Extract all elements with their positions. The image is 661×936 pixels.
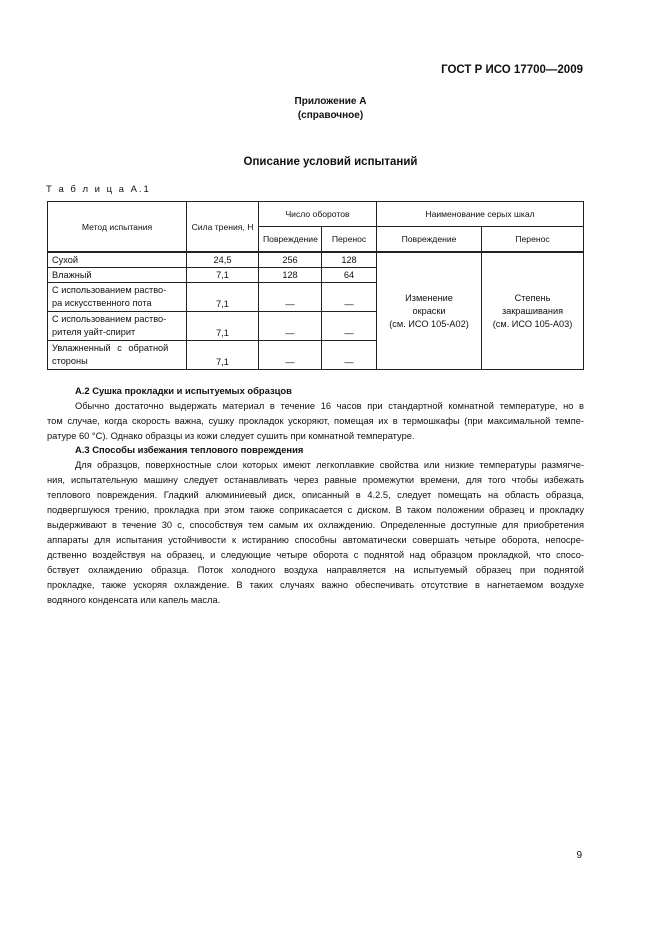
text-line: дственно воздействуя на образец, и следующие четыре оборота с поднятой над образцом прокладкой, что спосо- — [47, 550, 584, 560]
scale-transfer-line: (см. ИСО 105-А03) — [492, 318, 573, 329]
document-number: ГОСТ Р ИСО 17700—2009 — [441, 64, 583, 76]
text-line: прокладке, также ускоряя охлаждение. В таких случаях важно обеспечивать отсутствие в нагнетаемом воздухе — [47, 580, 584, 590]
row-method-line: стороны — [52, 356, 88, 366]
row-cycles-transfer: — — [322, 312, 377, 341]
section-a2-text — [47, 399, 584, 444]
scale-damage-line: Изменение — [405, 292, 453, 303]
annex-note: (справочное) — [297, 110, 364, 121]
text-line: Обычно достаточно выдержать материал в течение 16 часов при стандартной комнатной температуре, но в — [75, 401, 584, 411]
header-cycles-transfer: Перенос — [322, 227, 377, 253]
row-method — [48, 341, 187, 370]
text-line: том случае, когда скорость важна, сушку прокладок ускоряют, помещая их в термошкафы (при максимальной темпе- — [47, 416, 584, 426]
text-line: выдерживают в течение 30 с, способствуя тем самым их охлаждению. Определенные доступные для приобретения — [47, 520, 584, 530]
header-grey-scales: Наименование серых шкал — [377, 202, 584, 227]
row-method-line: С использованием раство- — [52, 285, 167, 295]
scale-transfer-line: закрашивания — [501, 305, 564, 316]
row-method — [48, 283, 187, 312]
annex-title: Приложение А — [294, 96, 367, 107]
row-cycles-transfer: 64 — [322, 268, 377, 283]
header-scale-transfer: Перенос — [482, 227, 584, 253]
row-cycles-transfer: — — [322, 283, 377, 312]
row-method: Влажный — [48, 268, 187, 283]
row-method: Сухой — [48, 252, 187, 268]
section-title: Описание условий испытаний — [243, 156, 418, 168]
row-friction: 7,1 — [187, 341, 259, 370]
scale-transfer-cell — [482, 252, 584, 370]
text-line: бствует охлаждению образца. Поток холодного воздуха направляется на испытуемый образец при поднятой — [47, 565, 584, 575]
row-cycles-transfer: — — [322, 341, 377, 370]
row-friction: 7,1 — [187, 268, 259, 283]
scale-damage-line: окраски — [412, 305, 446, 316]
header-scale-damage: Повреждение — [377, 227, 482, 253]
row-method-line: Увлажненный с обратной — [52, 343, 169, 353]
row-method-line: ра искусственного пота — [52, 298, 152, 308]
section-a3-text — [47, 458, 584, 608]
row-method-line: рителя уайт-спирит — [52, 327, 136, 337]
annex-heading — [0, 95, 661, 123]
table-row — [48, 252, 584, 268]
header-cycles-damage: Повреждение — [259, 227, 322, 253]
scale-transfer-line: Степень — [514, 292, 551, 303]
row-cycles-damage: 256 — [259, 252, 322, 268]
page-number: 9 — [576, 850, 582, 861]
section-a3-heading: А.3 Способы избежания теплового повреждения — [75, 444, 304, 455]
row-method-line: С использованием раство- — [52, 314, 167, 324]
test-conditions-table — [47, 201, 584, 370]
row-friction: 7,1 — [187, 283, 259, 312]
scale-damage-line: (см. ИСО 105-А02) — [389, 318, 469, 329]
text-line: теплового повреждения. Гладкий алюминиевый диск, описанный в 4.2.5, следует помещать на область образца, — [47, 490, 584, 500]
header-method: Метод испытания — [48, 202, 187, 253]
text-line: водяного конденсата или капель масла. — [47, 595, 221, 605]
row-cycles-damage: 128 — [259, 268, 322, 283]
row-cycles-damage: — — [259, 283, 322, 312]
text-line: ния, испытательную машину следует останавливать через равные промежутки времени, для того чтобы избежать — [47, 475, 584, 485]
text-line: подвергшуюся трению, прокладка при этом также соприкасается с диском. В таком положении образец и прокладку — [47, 505, 584, 515]
row-cycles-damage: — — [259, 312, 322, 341]
section-a2-heading: А.2 Сушка прокладки и испытуемых образцов — [75, 385, 292, 396]
scale-damage-cell — [377, 252, 482, 370]
header-friction: Сила трения, Н — [187, 202, 259, 253]
row-method — [48, 312, 187, 341]
header-cycles: Число оборотов — [259, 202, 377, 227]
row-friction: 24,5 — [187, 252, 259, 268]
row-cycles-transfer: 128 — [322, 252, 377, 268]
row-cycles-damage: — — [259, 341, 322, 370]
text-line: аппараты для испытания устойчивости к истиранию способны автоматически совершать четыре оборота, непосре- — [47, 535, 584, 545]
text-line: Для образцов, поверхностные слои которых имеют легкоплавкие свойства или низкие температуры размягче- — [75, 460, 584, 470]
table-label: Т а б л и ц а А.1 — [46, 184, 151, 195]
row-friction: 7,1 — [187, 312, 259, 341]
text-line: ратуре 60 °С). Однако образцы из кожи следует сушить при комнатной температуре. — [47, 431, 415, 441]
